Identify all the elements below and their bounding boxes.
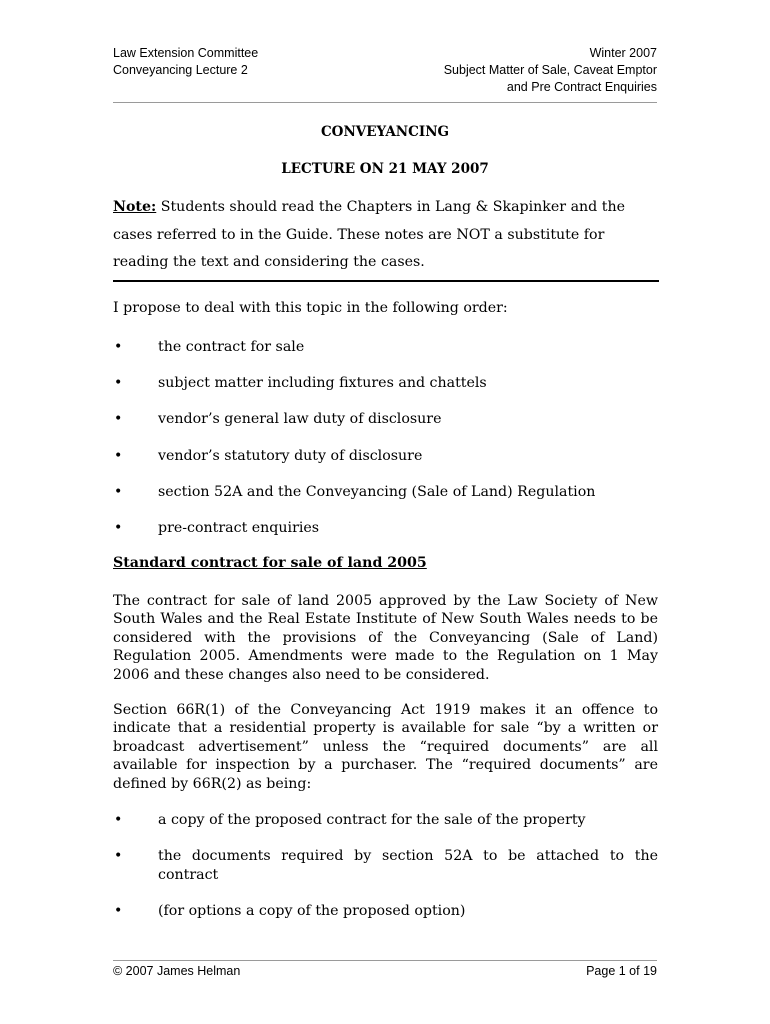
bullet-icon: • [114,375,123,391]
header-right [444,45,657,96]
header-subject-cont: and Pre Contract Enquiries [506,80,657,94]
header-term: Winter 2007 [589,46,657,60]
footer-divider [113,960,657,961]
list-item-text: a copy of the proposed contract for the sale of the property [158,812,586,828]
header-left [113,45,258,79]
bullet-icon: • [114,812,123,828]
intro-text: I propose to deal with this topic in the following order: [113,300,508,316]
bullet-icon: • [114,848,123,864]
section-heading: Standard contract for sale of land 2005 [113,555,427,571]
list-item-text: vendor’s statutory duty of disclosure [158,448,423,464]
bullet-icon: • [114,484,123,500]
note-divider [113,280,659,282]
list-item-text: pre-contract enquiries [158,520,320,536]
list-item-text: subject matter including fixtures and chattels [158,375,487,391]
header-divider [113,102,657,103]
footer-copyright: © 2007 James Helman [113,964,241,978]
bullet-icon: • [114,520,123,536]
bullet-icon: • [114,339,123,355]
page-title: CONVEYANCING [320,124,450,140]
header-committee: Law Extension Committee [113,46,259,60]
list-item-text: the documents required by section 52A to be attached to the contract [158,848,658,883]
note-text: Students should read the Chapters in Lang & Skapinker and the cases referred to in the Guide. These notes are NOT a substitute for reading the text and considering the cases. [113,199,625,270]
header-lecture: Conveyancing Lecture 2 [113,63,248,77]
bullet-icon: • [114,411,123,427]
list-item-text: (for options a copy of the proposed option) [158,903,466,919]
list-item-text: section 52A and the Conveyancing (Sale of Land) Regulation [158,484,596,500]
body-paragraph-1: The contract for sale of land 2005 approved by the Law Society of New South Wales and the Real Estate Institute of New South Wales needs to be considered with the provisions of the Conveyancing (Sale of Land) Regulation 2005. Amendments were made to the Regulation on 1 May 2006 and these changes also need to be considered. [113,593,658,683]
list-item-text: vendor’s general law duty of disclosure [158,411,442,427]
list-item-text: the contract for sale [158,339,305,355]
page-subtitle: LECTURE ON 21 MAY 2007 [281,161,489,177]
bullet-icon: • [114,448,123,464]
body-paragraph-2: Section 66R(1) of the Conveyancing Act 1919 makes it an offence to indicate that a residential property is available for sale “by a written or broadcast advertisement” unless the “required documents” are all available for inspection by a purchaser. The “required documents” are defined by 66R(2) as being: [113,702,658,792]
note-label: Note: [113,199,157,215]
footer-page-number: Page 1 of 19 [586,964,657,978]
bullet-icon: • [114,903,123,919]
header-subject: Subject Matter of Sale, Caveat Emptor [443,63,657,77]
note-paragraph [113,194,659,277]
